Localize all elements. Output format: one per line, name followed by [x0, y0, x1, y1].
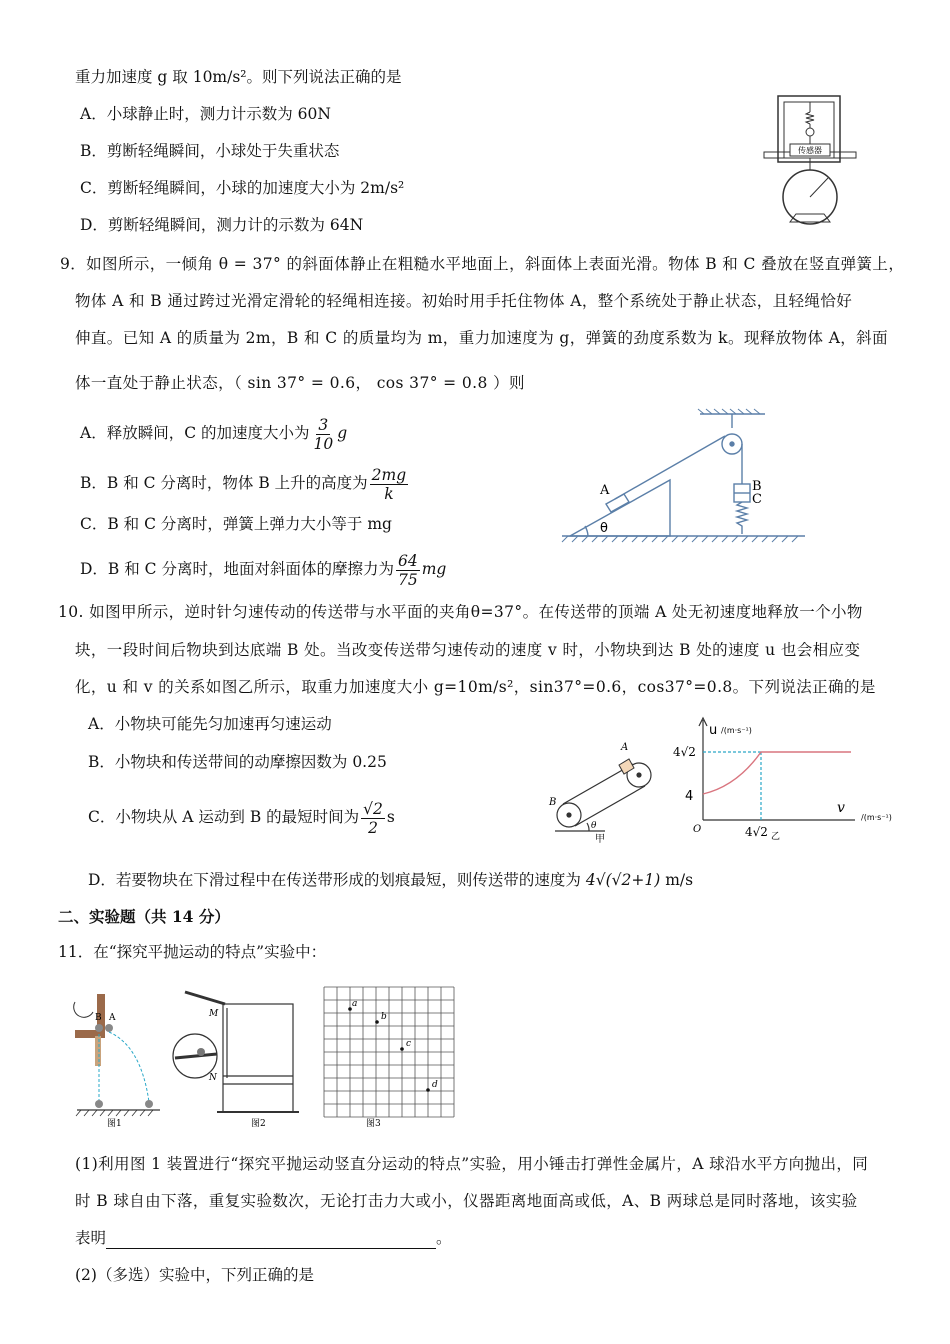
q9-option-d: [80, 546, 446, 592]
q10-conveyor-figure: [545, 735, 655, 845]
q10-yi-origin: O: [693, 824, 702, 835]
q8-option-a: A．小球静止时，测力计示数为 60N: [80, 105, 331, 123]
q10-option-d: [88, 869, 693, 891]
q10-uv-graph: [665, 712, 910, 842]
q9-option-a-den: 10: [313, 434, 334, 453]
q9-line-4: 体一直处于静止状态，（ sin 37° = 0.6， cos 37° = 0.8 ）则: [75, 374, 525, 392]
q9-option-d-num: 64: [397, 551, 418, 570]
q11-fig3-label-b: b: [381, 1012, 387, 1022]
q11-stem: 11．在“探究平抛运动的特点”实验中：: [58, 943, 327, 961]
q9-option-b-num: 2mg: [371, 465, 407, 484]
q10-option-d-text: D．若要物块在下滑过程中在传送带形成的划痕最短，则传送带的速度为: [88, 871, 581, 889]
q10-yi-yunit: /(m·s⁻¹): [721, 726, 752, 735]
q11-fig3-point-c: [400, 1047, 404, 1051]
q10-yi-y0: 4: [685, 789, 694, 804]
q10-option-d-value: 4√(√2+1): [585, 871, 661, 889]
q9-option-d-fraction: [396, 552, 420, 589]
q9-line-2: 物体 A 和 B 通过跨过光滑定滑轮的轻绳相连接。初始时用手托住物体 A，整个系统处于静止状态，且轻绳恰好: [75, 292, 853, 310]
q11-part1-end: 。: [436, 1229, 452, 1247]
q11-fig3-label-c: c: [406, 1039, 412, 1049]
q9-option-a: [80, 410, 347, 456]
q11-fig2-label-m: M: [209, 1009, 219, 1019]
q9-option-b-den: k: [384, 484, 394, 503]
q8-stem-tail: 重力加速度 g 取 10m/s²。则下列说法正确的是: [75, 68, 402, 86]
q11-figure-3: [320, 985, 460, 1130]
q10-yi-xname: v: [837, 800, 845, 816]
q10-option-d-unit: m/s: [665, 871, 694, 889]
q9-option-a-text: A．释放瞬间，C 的加速度大小为: [80, 424, 310, 442]
q10-jia-caption: 甲: [595, 834, 605, 845]
q11-part1-line-1: (1)利用图 1 装置进行“探究平抛运动竖直分运动的特点”实验，用小锤击打弹性金属片，A 球沿水平方向抛出，同: [75, 1155, 869, 1173]
q11-fig2-label-n: N: [209, 1073, 217, 1083]
q9-option-a-fraction: [311, 416, 335, 453]
q10-option-c-text: C．小物块从 A 运动到 B 的最短时间为: [88, 808, 360, 826]
q9-incline-figure: [560, 408, 810, 548]
q11-fig3-point-d: [426, 1088, 430, 1092]
q11-part1-line-2: 时 B 球自由下落，重复实验数次，无论打击力大或小，仪器距离地面高或低，A、B 两球总是同时落地，该实验: [75, 1192, 858, 1210]
q10-option-c-den: 2: [368, 818, 378, 837]
q10-option-c-suffix: s: [386, 808, 395, 826]
q9-option-d-suffix: mg: [421, 560, 447, 578]
q10-option-c-fraction: [361, 800, 385, 837]
q9-option-c: C．B 和 C 分离时，弹簧上弹力大小等于 mg: [80, 515, 392, 533]
q10-option-a: A．小物块可能先匀加速再匀速运动: [88, 715, 332, 733]
q9-fig-label-b: B: [752, 479, 762, 494]
q9-option-d-text: D．B 和 C 分离时，地面对斜面体的摩擦力为: [80, 560, 394, 578]
q11-fig3-point-b: [375, 1020, 379, 1024]
q11-fig2-caption: 图2: [251, 1119, 266, 1129]
q11-fig3-label-a: a: [352, 999, 358, 1009]
q10-yi-yname: u: [709, 723, 718, 738]
sensor-label: 传感器: [798, 146, 822, 155]
q10-jia-label-theta: θ: [591, 821, 597, 831]
q9-option-a-num: 3: [318, 415, 329, 434]
q11-fig1-label-a: A: [109, 1013, 116, 1023]
q11-part1-line-3: [75, 1227, 452, 1249]
q11-part2: (2)（多选）实验中，下列正确的是: [75, 1266, 314, 1284]
q9-option-b-text: B．B 和 C 分离时，物体 B 上升的高度为: [80, 474, 368, 492]
q8-option-d: D．剪断轻绳瞬间，测力计的示数为 64N: [80, 216, 364, 234]
q9-option-d-den: 75: [397, 570, 418, 589]
q10-yi-x1: 4√2: [745, 825, 768, 839]
q10-option-b: B．小物块和传送带间的动摩擦因数为 0.25: [88, 753, 387, 771]
q10-jia-label-b: B: [549, 797, 557, 808]
q11-fig3-caption: 图3: [366, 1119, 381, 1129]
q8-sensor-figure: [760, 92, 860, 230]
q11-answer-blank[interactable]: [106, 1232, 436, 1249]
q9-option-b: [80, 460, 410, 506]
q9-fig-label-c: C: [752, 492, 762, 507]
q9-fig-label-a: A: [600, 483, 610, 498]
q10-option-c: [88, 794, 395, 840]
q11-fig3-label-d: d: [432, 1080, 438, 1090]
q10-line-2: 块，一段时间后物块到达底端 B 处。当改变传送带匀速传动的速度 v 时，小物块到达 B 处的速度 u 也会相应变: [75, 641, 861, 659]
q10-yi-caption: 乙: [771, 832, 781, 842]
q10-jia-label-a: A: [621, 742, 629, 753]
section-2-title: 二、实验题（共 14 分）: [58, 907, 230, 926]
q9-line-3: 伸直。已知 A 的质量为 2m，B 和 C 的质量均为 m，重力加速度为 g，弹簧的劲度系数为 k。现释放物体 A，斜面: [75, 329, 888, 347]
q8-option-c: C．剪断轻绳瞬间，小球的加速度大小为 2m/s²: [80, 179, 405, 197]
q9-option-a-suffix: g: [337, 424, 348, 442]
q11-part1-line-3-text: 表明: [75, 1229, 107, 1247]
q11-fig1-caption: 图1: [107, 1119, 122, 1129]
q11-figure-1: [65, 990, 165, 1130]
q10-yi-y1: 4√2: [673, 745, 696, 759]
q10-line-1: 10. 如图甲所示，逆时针匀速传动的传送带与水平面的夹角θ=37°。在传送带的顶端 A 处无初速度地释放一个小物: [58, 603, 863, 621]
q10-line-3: 化，u 和 v 的关系如图乙所示，取重力加速度大小 g=10m/s²，sin37°=0.6，cos37°=0.8。下列说法正确的是: [75, 678, 876, 696]
q9-option-b-fraction: [370, 466, 408, 503]
q10-yi-xunit: /(m·s⁻¹): [861, 813, 892, 822]
q8-option-b: B．剪断轻绳瞬间，小球处于失重状态: [80, 142, 340, 160]
q11-figure-2: [165, 988, 305, 1130]
q10-option-c-num: √2: [363, 799, 383, 818]
q9-line-1: 9．如图所示，一倾角 θ = 37° 的斜面体静止在粗糙水平地面上，斜面体上表面光滑。物体 B 和 C 叠放在竖直弹簧上，: [60, 255, 905, 273]
q11-fig1-label-b: B: [95, 1013, 102, 1023]
q9-fig-label-theta: θ: [600, 521, 608, 536]
